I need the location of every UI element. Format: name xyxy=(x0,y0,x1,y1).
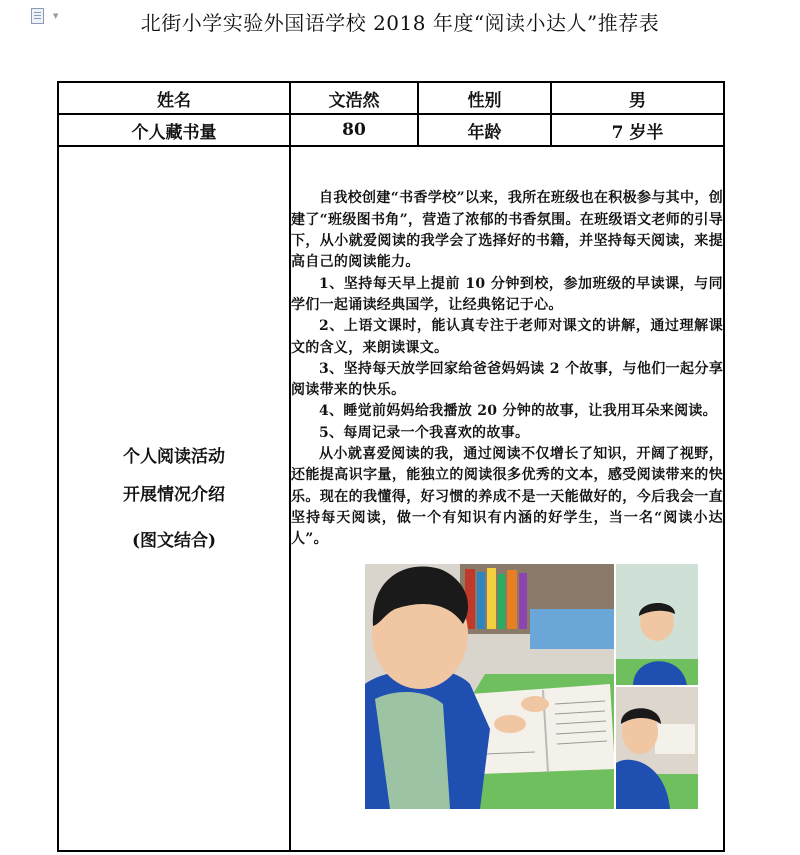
activity-label xyxy=(58,146,290,851)
name-value: 文浩然 xyxy=(290,82,418,114)
gender-value: 男 xyxy=(551,82,724,114)
paragraph: 从小就喜爱阅读的我，通过阅读不仅增长了知识，开阔了视野，还能提高识字量，能独立的阅读很多优秀的文本，感受阅读带来的快乐。现在的我懂得，好习惯的养成不是一天能做好的，今后我会一直坚持每天阅读，做一个有知识有内涵的好学生，当一名“阅读小达人”。 xyxy=(291,446,723,548)
paragraph: 1、坚持每天早上提前 10 分钟到校，参加班级的早读课，与同学们一起诵读经典国学，让经典铭记于心。 xyxy=(291,275,723,313)
page-title: 北街小学实验外国语学校 2018 年度“阅读小达人”推荐表 xyxy=(140,11,660,35)
recommendation-form xyxy=(57,81,725,852)
dropdown-caret-icon[interactable]: ▼ xyxy=(53,12,59,20)
name-label: 姓名 xyxy=(58,82,290,114)
activity-label-line1: 个人阅读活动 xyxy=(123,446,225,467)
activity-content xyxy=(290,146,724,851)
paragraph: 3、坚持每天放学回家给爸爸妈妈读 2 个故事，与他们一起分享阅读带来的快乐。 xyxy=(291,360,723,399)
reading-photo xyxy=(365,564,698,809)
books-label: 个人藏书量 xyxy=(58,114,290,146)
gender-label: 性别 xyxy=(418,82,551,114)
paragraph: 4、睡觉前妈妈给我播放 20 分钟的故事，让我用耳朵来阅读。 xyxy=(319,403,717,420)
age-label: 年龄 xyxy=(418,114,551,146)
paragraph: 5、每周记录一个我喜欢的故事。 xyxy=(319,424,530,441)
paragraph: 自我校创建“书香学校”以来，我所在班级也在积极参与其中，创建了“班级图书角”，营造了浓郁的书香氛围。在班级语文老师的引导下，从小就爱阅读的我学会了选择好的书籍，并坚持每天阅读，来提高自己的阅读能力。 xyxy=(291,190,723,271)
activity-label-line3: (图文结合) xyxy=(131,530,217,551)
paragraph: 2、上语文课时，能认真专注于老师对课文的讲解，通过理解课文的含义，来朗读课文。 xyxy=(291,318,723,356)
age-value: 7 岁半 xyxy=(551,114,724,146)
books-value: 80 xyxy=(290,114,418,146)
activity-label-line2: 开展情况介绍 xyxy=(123,484,225,505)
